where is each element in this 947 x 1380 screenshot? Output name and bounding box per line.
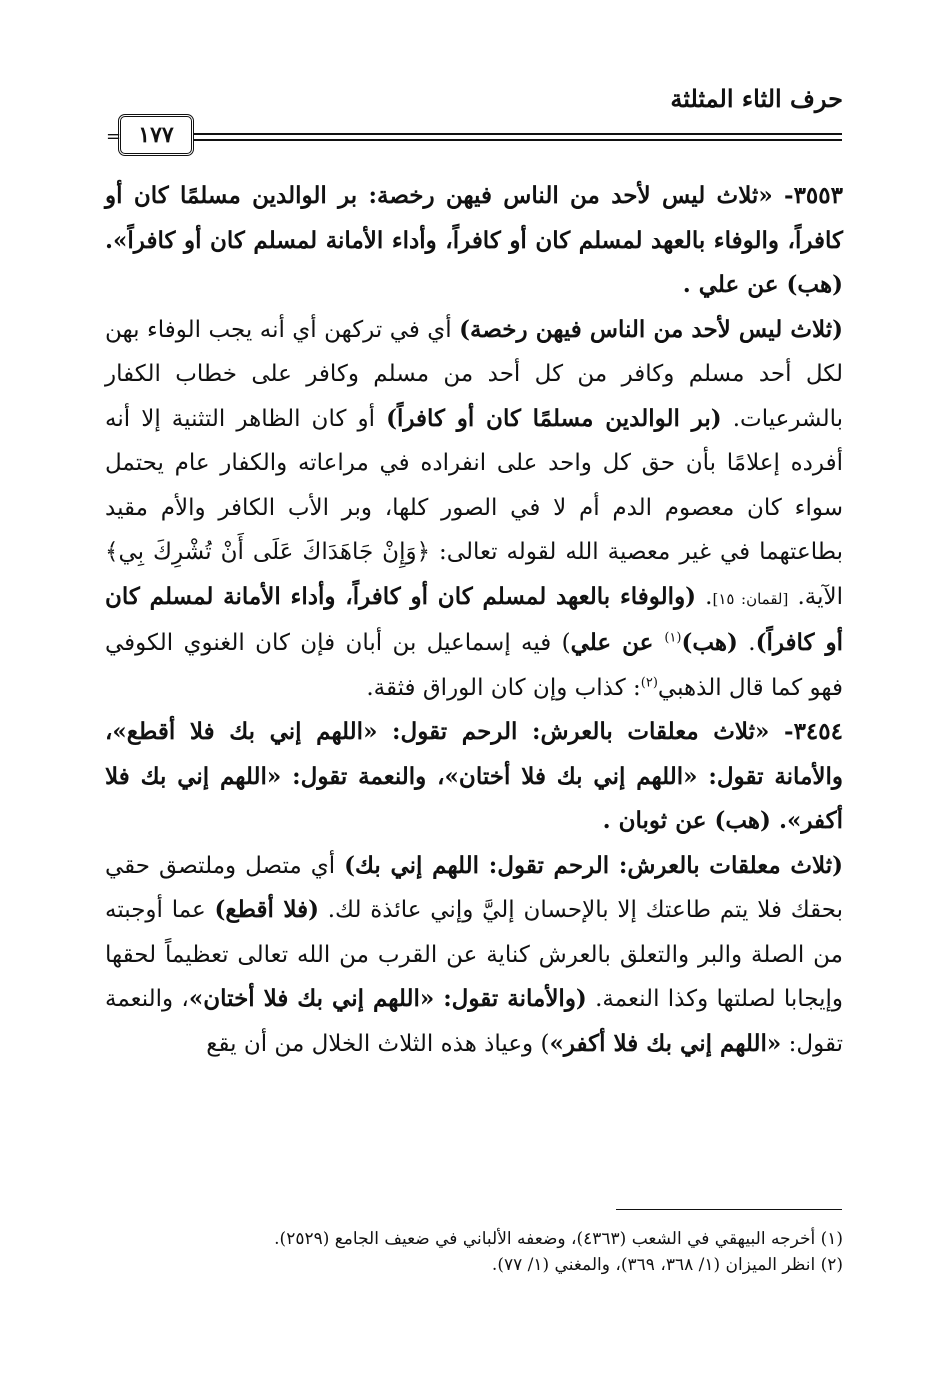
commentary-text: ) وعياذ هذه الثلاث الخلال من أن يقع	[206, 1030, 550, 1057]
commentary-3553	[105, 308, 843, 711]
hadith-text: «ثلاث معلقات بالعرش: الرحم تقول: «اللهم إني بك فلا أقطع»، والأمانة تقول: «اللهم إني بك فلا أختان»، والنعمة تقول: «اللهم إني بك فلا أكفر». (هب) عن ثوبان .	[105, 718, 843, 834]
running-title: حرف الثاء المثلثة	[670, 84, 843, 113]
footnote-1: (١) أخرجه البيهقي في الشعب (٤٣٦٣)، وضعفه الألباني في ضعيف الجامع (٢٥٢٩).	[274, 1229, 843, 1249]
main-text	[105, 174, 843, 1066]
double-rule-line	[192, 133, 842, 141]
hadith-entry-3454	[105, 710, 843, 844]
narrator: عن علي	[570, 629, 665, 656]
commentary-3454	[105, 844, 843, 1067]
hadith-entry-3553	[105, 174, 843, 308]
quoted-phrase: (والأمانة تقول: «اللهم إني بك فلا أختان»	[188, 985, 587, 1012]
header-rule	[106, 122, 842, 148]
entry-number: ٣٤٥٤-	[769, 718, 843, 745]
surah-reference: [لقمان: ١٥]	[712, 589, 789, 608]
quran-verse: ﴿وَإِنْ جَاهَدَاكَ عَلَى أَنْ تُشْرِكَ بِي﴾	[105, 539, 431, 565]
quoted-phrase: (ثلاث ليس لأحد من الناس فيهن رخصة)	[459, 315, 843, 343]
commentary-text: الآية.	[788, 583, 843, 610]
footnote-ref-2[interactable]: (٢)	[640, 674, 658, 690]
commentary-text: أي في تركهن أي أنه يجب الوفاء بهن لكل أحد مسلم وكافر من كل أحد من مسلم وكافر على خطاب الكفار بالشرعيات.	[105, 316, 843, 432]
page-number: ١٧٧	[118, 114, 194, 156]
footnote-2: (٢) انظر الميزان (١/ ٣٦٨، ٣٦٩)، والمغني (١/ ٧٧).	[491, 1255, 843, 1275]
quoted-phrase: «اللهم إني بك فلا أكفر»	[549, 1029, 782, 1057]
quoted-phrase: (فلا أقطع)	[214, 896, 319, 923]
hadith-text: «ثلاث ليس لأحد من الناس فيهن رخصة: بر الوالدين مسلمًا كان أو كافراً، والوفاء بالعهد لمسلم كان أو كافراً، وأداء الأمانة لمسلم كان أو كافراً». (هب) عن علي .	[105, 182, 843, 298]
source-code: (هب)	[681, 629, 738, 656]
footnote-separator	[616, 1209, 842, 1210]
commentary-text: عما أوجبته من الصلة والبر والتعلق بالعرش كناية عن القرب من الله تعالى تعظيماً لحقها وإيجابا لصلتها وكذا النعمة.	[105, 897, 844, 1012]
commentary-text: أو كان الظاهر التثنية إلا أنه أفرده إعلامًا بأن حق كل واحد على انفراده في مراعاته والكفار عام يحتمل سواء كان معصوم الدم أم لا في الصور كلها، وبر الأب الكافر والأم مقيد بطاعتهما في غير معصية الله لقوله تعالى:	[105, 405, 843, 565]
commentary-text: ، والنعمة تقول:	[105, 986, 843, 1057]
footnotes	[105, 1226, 843, 1278]
quoted-phrase: (بر الوالدين مسلمًا كان أو كافراً)	[386, 404, 722, 432]
quoted-phrase: (ثلاث معلقات بالعرش: الرحم تقول: اللهم إني بك)	[344, 851, 843, 879]
entry-number: ٣٥٥٣-	[772, 182, 843, 209]
commentary-text: : كذاب وإن كان الوراق فثقة.	[366, 674, 641, 701]
quoted-phrase: (والوفاء بالعهد لمسلم كان أو كافراً، وأداء الأمانة لمسلم كان أو كافراً)	[105, 582, 843, 656]
commentary-text: .	[737, 630, 756, 656]
commentary-text: .	[696, 583, 713, 610]
footnote-ref-1[interactable]: (١)	[664, 630, 682, 646]
rule-end-mark: =	[106, 126, 122, 147]
commentary-text: ) فيه إسماعيل بن أبان فإن كان الغنوي الكوفي فهو كما قال الذهبي	[105, 630, 843, 701]
commentary-text: أي متصل وملتصق حقي بحقك فلا يتم طاعتك إلا بالإحسان إليَّ وإني عائذة لك.	[105, 852, 844, 923]
